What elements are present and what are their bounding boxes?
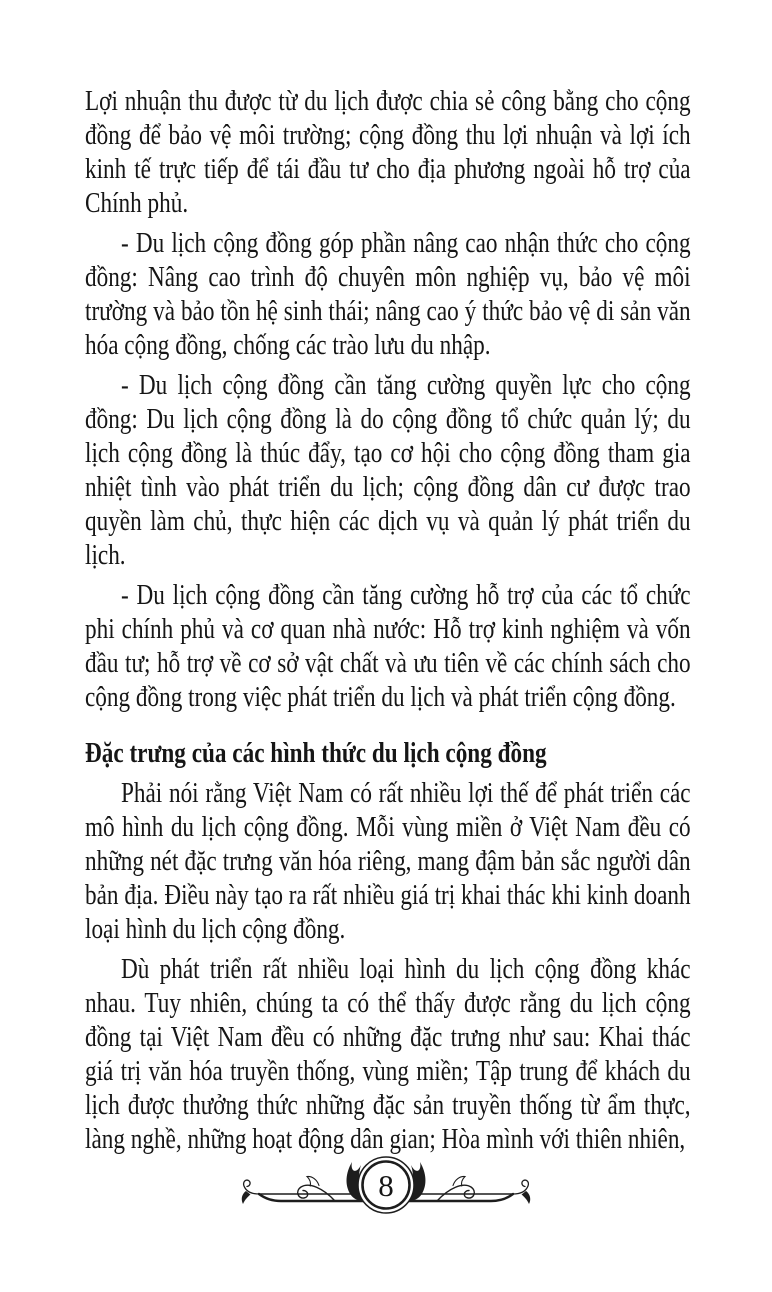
section-heading: Đặc trưng của các hình thức du lịch cộng đồng	[85, 737, 547, 769]
page-number: 8	[378, 1168, 394, 1203]
page-footer	[241, 1150, 531, 1234]
paragraph-advantages: Phải nói rằng Việt Nam có rất nhiều lợi thế để phát triển các mô hình du lịch cộng đồng. Mỗi vùng miền ở Việt Nam đều có những nét đặc trưng văn hóa riêng, mang đậm bản sắc người dân bản địa. Điều này tạo ra rất nhiều giá trị khai thác khi kinh doanh loại hình du lịch cộng đồng.	[85, 777, 691, 945]
paragraph-bullet-support: - Du lịch cộng đồng cần tăng cường hỗ trợ của các tổ chức phi chính phủ và cơ quan nhà nước: Hỗ trợ kinh nghiệm và vốn đầu tư; hỗ trợ về cơ sở vật chất và ưu tiên về các chính sách cho cộng đồng trong việc phát triển du lịch và phát triển cộng đồng.	[85, 579, 691, 713]
page-number-ornament	[241, 1150, 531, 1234]
paragraph-continuation: Lợi nhuận thu được từ du lịch được chia sẻ công bằng cho cộng đồng để bảo vệ môi trường; cộng đồng thu lợi nhuận và lợi ích kinh tế trực tiếp để tái đầu tư cho địa phương ngoài hỗ trợ của Chính phủ.	[85, 85, 691, 219]
paragraph-bullet-empowerment: - Du lịch cộng đồng cần tăng cường quyền lực cho cộng đồng: Du lịch cộng đồng là do cộng đồng tổ chức quản lý; du lịch cộng đồng là thúc đẩy, tạo cơ hội cho cộng đồng tham gia nhiệt tình vào phát triển du lịch; cộng đồng dân cư được trao quyền làm chủ, thực hiện các dịch vụ và quản lý phát triển du lịch.	[85, 369, 691, 571]
paragraph-bullet-awareness: - Du lịch cộng đồng góp phần nâng cao nhận thức cho cộng đồng: Nâng cao trình độ chuyên môn nghiệp vụ, bảo vệ môi trường và bảo tồn hệ sinh thái; nâng cao ý thức bảo vệ di sản văn hóa cộng đồng, chống các trào lưu du nhập.	[85, 227, 691, 361]
paragraph-characteristics: Dù phát triển rất nhiều loại hình du lịch cộng đồng khác nhau. Tuy nhiên, chúng ta có thể thấy được rằng du lịch cộng đồng tại Việt Nam đều có những đặc trưng như sau: Khai thác giá trị văn hóa truyền thống, vùng miền; Tập trung để khách du lịch được thưởng thức những đặc sản truyền thống từ ẩm thực, làng nghề, những hoạt động dân gian; Hòa mình với thiên nhiên,	[85, 953, 691, 1155]
page-content	[85, 84, 691, 1156]
